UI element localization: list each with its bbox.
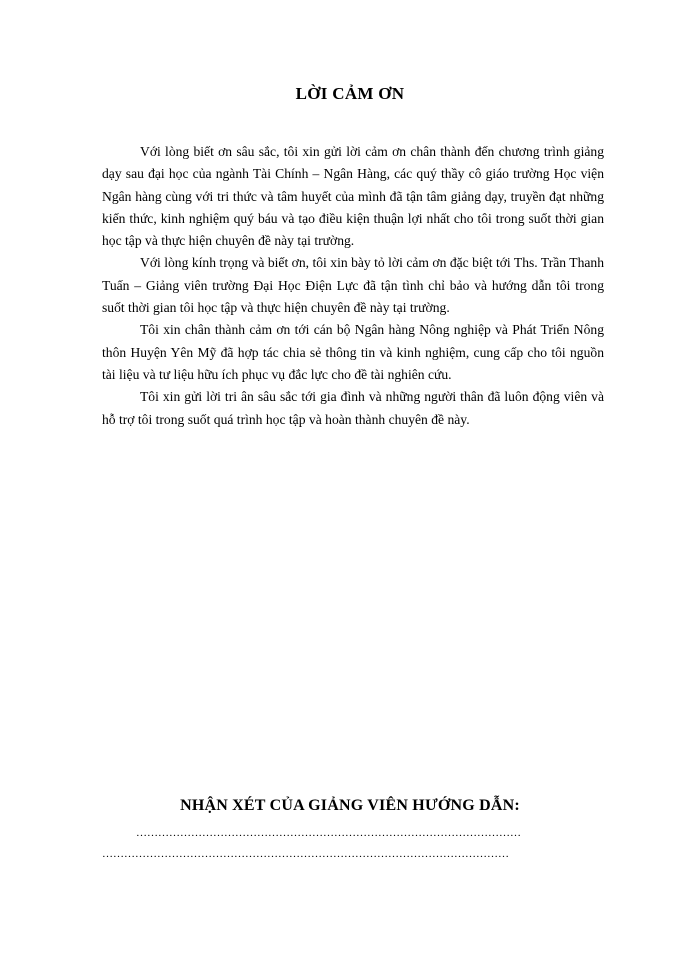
review-dot-line-1: ……………………………………………………………………………………………: [136, 827, 521, 839]
review-heading: NHẬN XÉT CỦA GIẢNG VIÊN HƯỚNG DẪN:: [180, 797, 520, 814]
paragraph-4: Tôi xin gửi lời tri ân sâu sắc tới gia đình và những người thân đã luôn động viên và hỗ trợ tôi trong suốt quá trình học tập và hoàn thành chuyên đề này.: [102, 389, 604, 427]
paragraph-3: Tôi xin chân thành cảm ơn tới cán bộ Ngân hàng Nông nghiệp và Phát Triển Nông thôn Huyện Yên Mỹ đã hợp tác chia sẻ thông tin và kinh nghiệm, cung cấp cho tôi nguồn tài liệu và tư liệu hữu ích phục vụ đắc lực cho đề tài nghiên cứu.: [102, 322, 604, 382]
page-title: LỜI CẢM ƠN: [295, 84, 405, 103]
acknowledgement-body: [102, 141, 604, 431]
review-dot-line-2: …………………………………………………………………………………………………: [102, 848, 509, 860]
paragraph-1: Với lòng biết ơn sâu sắc, tôi xin gửi lời cảm ơn chân thành đến chương trình giảng dạy sau đại học của ngành Tài Chính – Ngân Hàng, các quý thầy cô giáo trường Học viện Ngân hàng cùng với tri thức và tâm huyết của mình đã tận tâm giảng dạy, truyền đạt những kiến thức, kinh nghiệm quý báu và tạo điều kiện thuận lợi nhất cho tôi trong suốt thời gian học tập và thực hiện chuyên đề này tại trường.: [102, 144, 604, 249]
paragraph-2: Với lòng kính trọng và biết ơn, tôi xin bày tỏ lời cảm ơn đặc biệt tới Ths. Trần Thanh Tuấn – Giảng viên trường Đại Học Điện Lực đã tận tình chỉ bảo và hướng dẫn tôi trong suốt thời gian tôi học tập và thực hiện chuyên đề này tại trường.: [102, 255, 604, 316]
